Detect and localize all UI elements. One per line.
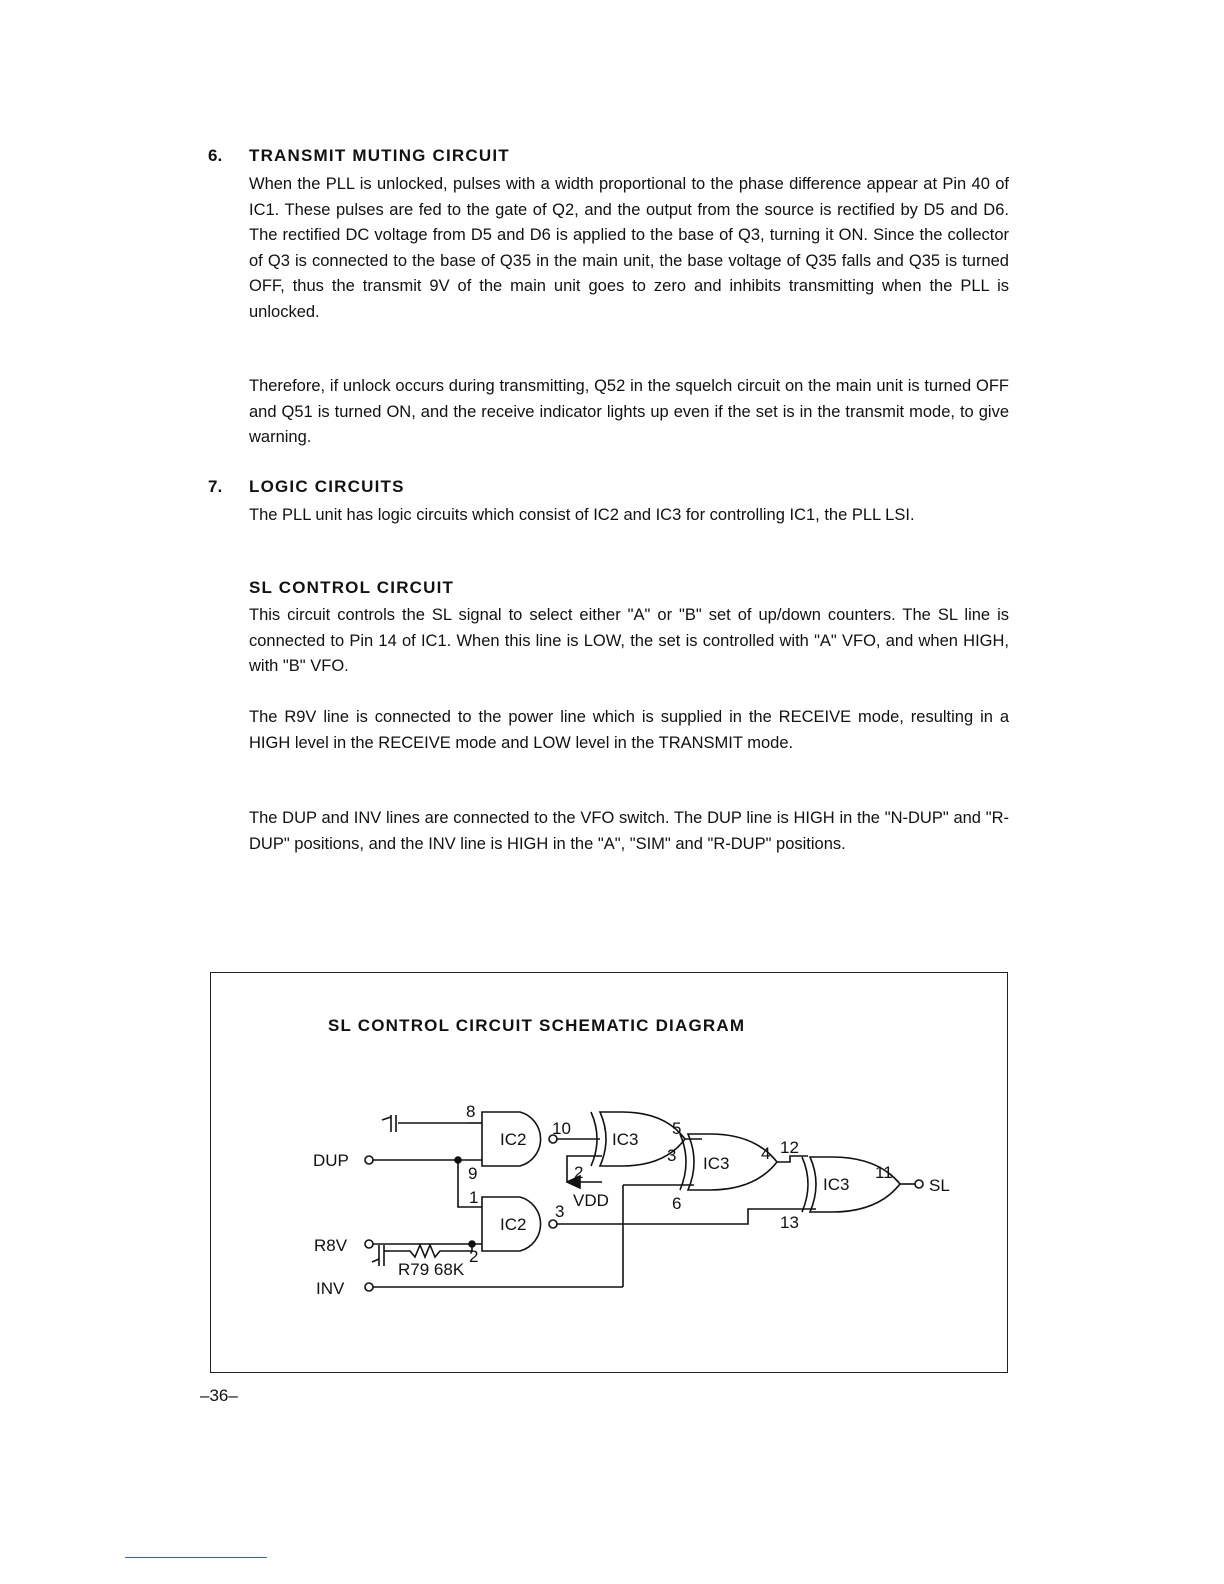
diagram-title: SL CONTROL CIRCUIT SCHEMATIC DIAGRAM: [328, 1016, 746, 1035]
pin-2-xor: 2: [574, 1163, 584, 1182]
pin-8: 8: [466, 1102, 476, 1121]
subsection-title: SL CONTROL CIRCUIT: [249, 578, 455, 597]
ic3-3-label: IC3: [823, 1175, 850, 1194]
subsection-paragraph-1: This circuit controls the SL signal to select either "A" or "B" set of up/down counters. The SL line is connected to Pin 14 of IC1. When this line is LOW, the set is controlled with "A" VFO, and when HIGH, with "B" VFO.: [249, 606, 1009, 676]
dup-terminal: [365, 1156, 373, 1164]
sl-label: SL: [929, 1176, 950, 1195]
ic3-2-label: IC3: [703, 1154, 730, 1173]
pin-1: 1: [469, 1188, 479, 1207]
nand-bottom-bubble: [549, 1220, 557, 1228]
subsection-paragraph-2: The R9V line is connected to the power line which is supplied in the RECEIVE mode, resulting in a HIGH level in the RECEIVE mode and LOW level in the TRANSMIT mode.: [249, 708, 1009, 752]
schematic-diagram: [210, 972, 1010, 1376]
ic2-bottom-label: IC2: [500, 1215, 527, 1234]
page-number: –36–: [200, 1386, 238, 1405]
vdd-label: VDD: [573, 1191, 609, 1210]
pin-6: 6: [672, 1194, 682, 1213]
section-6-title: TRANSMIT MUTING CIRCUIT: [249, 146, 510, 165]
pin-10: 10: [552, 1119, 571, 1138]
section-7-title: LOGIC CIRCUITS: [249, 477, 405, 496]
subsection-paragraph-3: The DUP and INV lines are connected to the VFO switch. The DUP line is HIGH in the "N-DUP" and "R-DUP" positions, and the INV line is HIGH in the "A", "SIM" and "R-DUP" positions.: [249, 809, 1009, 853]
inv-label: INV: [316, 1279, 345, 1298]
dup-label: DUP: [313, 1151, 349, 1170]
ground-symbol-top: [382, 1115, 468, 1132]
pin-5: 5: [672, 1119, 682, 1138]
pin-13: 13: [780, 1213, 799, 1232]
pin-4: 4: [761, 1144, 771, 1163]
section-6-number: 6.: [208, 146, 223, 165]
pin-12: 12: [780, 1138, 799, 1157]
pin-11: 11: [875, 1163, 893, 1182]
pin-2-nand: 2: [469, 1247, 479, 1266]
section-6-paragraph-1: When the PLL is unlocked, pulses with a width proportional to the phase difference appear at Pin 40 of IC1. These pulses are fed to the gate of Q2, and the output from the source is rectified by D5 and D6. The rectified DC voltage from D5 and D6 is applied to the base of Q3, turning it ON. Since the collector of Q3 is connected to the base of Q35 in the main unit, the base voltage of Q35 falls and Q35 is turned OFF, thus the transmit 9V of the main unit goes to zero and inhibits transmitting when the PLL is unlocked.: [249, 175, 1009, 321]
inv-terminal: [365, 1283, 373, 1291]
pin-3-xor: 3: [667, 1146, 677, 1165]
resistor-r79: [390, 1244, 472, 1257]
resistor-label: R79 68K: [398, 1260, 465, 1279]
r8v-label: R8V: [314, 1236, 348, 1255]
pin-3: 3: [555, 1202, 565, 1221]
footer-rule: [125, 1557, 267, 1558]
sl-output-terminal: [915, 1180, 923, 1188]
r8v-terminal: [365, 1240, 373, 1248]
ic3-1-label: IC3: [612, 1130, 639, 1149]
section-7-paragraph-1: The PLL unit has logic circuits which consist of IC2 and IC3 for controlling IC1, the PLL LSI.: [249, 506, 915, 524]
ic2-top-label: IC2: [500, 1130, 527, 1149]
section-6-paragraph-2: Therefore, if unlock occurs during transmitting, Q52 in the squelch circuit on the main unit is turned OFF and Q51 is turned ON, and the receive indicator lights up even if the set is in the transmit mode, to give warning.: [249, 377, 1009, 447]
section-7-number: 7.: [208, 477, 223, 496]
pin-9: 9: [468, 1164, 478, 1183]
